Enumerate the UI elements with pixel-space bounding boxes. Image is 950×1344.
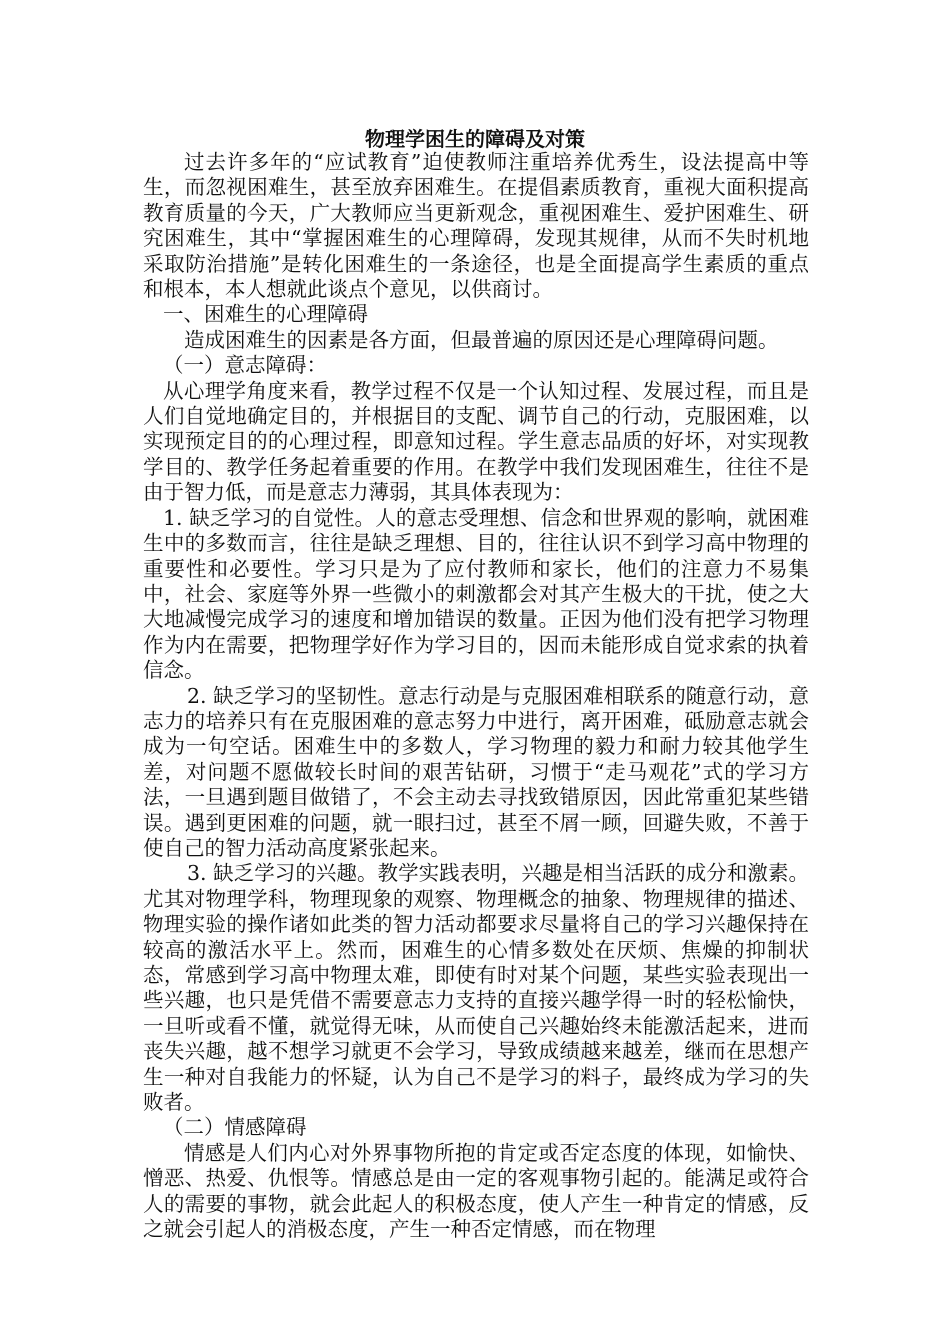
list-item-1: 1. 缺乏学习的自觉性。人的意志受理想、信念和世界观的影响，就困难生中的多数而言，往往是缺乏理想、目的，往往认识不到学习高中物理的重要性和必要性。学习只是为了应付教师和家长，他们的注意力不易集中，社会、家庭等外界一些微小的刺激都会对其产生极大的干扰，使之大大地减慢完成学习的速度和增加错误的数量。正因为他们没有把学习物理作为内在需要，把物理学好作为学习目的，因而未能形成自觉求索的执着信念。 [143,505,809,683]
document-title: 物理学困生的障碍及对策 [365,127,585,151]
list-item-3: 3. 缺乏学习的兴趣。教学实践表明，兴趣是相当活跃的成分和激素。尤其对物理学科，物理现象的观察、物理概念的抽象、物理规律的描述、物理实验的操作诸如此类的智力活动都要求尽量将自己的学习兴趣保持在较高的激活水平上。然而，困难生的心情多数处在厌烦、焦燥的抑制状态，常感到学习高中物理太难，即使有时对某个问题，某些实验表现出一些兴趣，也只是凭借不需要意志力支持的直接兴趣学得一时的轻松愉快，一旦听或看不懂，就觉得无味，从而使自己兴趣始终未能激活起来，进而丧失兴趣，越不想学习就更不会学习，导致成绩越来越差，继而在思想产生一种对自我能力的怀疑，认为自己不是学习的料子，最终成为学习的失败者。 [143,861,809,1115]
section-heading-1: 一、困难生的心理障碍 [163,302,368,327]
document-body [143,150,809,1242]
list-item-2: 2. 缺乏学习的坚韧性。意志行动是与克服困难相联系的随意行动，意志力的培养只有在克服困难的意志努力中进行，离开困难，砥励意志就会成为一句空话。困难生中的多数人，学习物理的毅力和耐力较其他学生差，对问题不愿做较长时间的艰苦钻研，习惯于“走马观花”式的学习方法，一旦遇到题目做错了，不会主动去寻找致错原因，因此常重犯某些错误。遇到更困难的问题，就一眼扫过，甚至不屑一顾，回避失败，不善于使自己的智力活动高度紧张起来。 [143,683,809,860]
paragraph: 情感是人们内心对外界事物所抱的肯定或否定态度的体现，如愉快、憎恶、热爱、仇恨等。情感总是由一定的客观事物引起的。能满足或符合人的需要的事物，就会此起人的积极态度，使人产生一种肯定的情感，反之就会引起人的消极态度，产生一种否定情感，而在物理 [143,1140,809,1242]
paragraph: 从心理学角度来看，教学过程不仅是一个认知过程、发展过程，而且是人们自觉地确定目的，并根据目的支配、调节自己的行动，克服困难，以实现预定目的的心理过程，即意知过程。学生意志品质的好坏，对实现教学目的、教学任务起着重要的作用。在教学中我们发现困难生，往往不是由于智力低，而是意志力薄弱，其具体表现为： [143,378,809,505]
paragraph: 造成困难生的因素是各方面，但最普遍的原因还是心理障碍问题。 [184,327,779,352]
subsection-heading-2: （二）情感障碍 [163,1115,307,1140]
paragraph-intro: 过去许多年的“应试教育”迫使教师注重培养优秀生，设法提高中等生，而忽视困难生，甚至放弃困难生。在提倡素质教育，重视大面积提高教育质量的今天，广大教师应当更新观念，重视困难生、爱护困难生、研究困难生，其中“掌握困难生的心理障碍，发现其规律，从而不失时机地采取防治措施”是转化困难生的一条途径，也是全面提高学生素质的重点和根本，本人想就此谈点个意见，以供商讨。 [143,150,809,302]
subsection-heading-1: （一）意志障碍： [163,353,327,378]
